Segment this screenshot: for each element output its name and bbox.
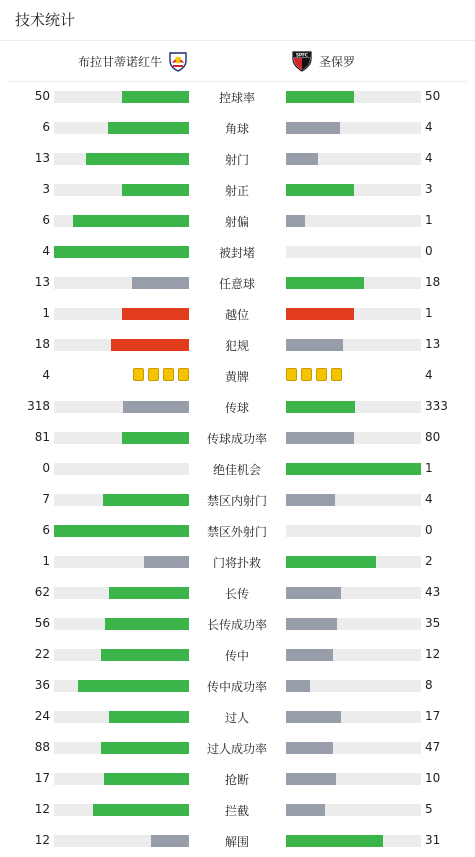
- home-stat-bar-fill: [144, 556, 189, 568]
- home-stat-bar: [54, 835, 189, 847]
- stat-label: 射门: [224, 153, 249, 167]
- stat-row: [0, 701, 475, 732]
- away-stat-bar: [286, 432, 421, 444]
- stat-row: [0, 484, 475, 515]
- home-stat-bar-fill: [111, 339, 189, 351]
- home-stat-bar-fill: [151, 835, 189, 847]
- header-divider: [0, 40, 475, 41]
- stat-row: [0, 298, 475, 329]
- home-stat-bar-fill: [105, 618, 189, 630]
- stat-label: 拦截: [224, 804, 249, 818]
- away-stat-bar: [286, 91, 421, 103]
- home-stat-bar: [54, 711, 189, 723]
- home-stat-value: 6: [42, 523, 50, 537]
- home-stat-bar-fill: [122, 432, 190, 444]
- stat-label: 控球率: [218, 91, 255, 105]
- away-stat-value: 4: [425, 368, 433, 382]
- stat-label: 射正: [224, 184, 249, 198]
- yellow-card-icon: [286, 368, 297, 381]
- away-stat-bar: [286, 277, 421, 289]
- yellow-card-icon: [163, 368, 174, 381]
- stat-row: [0, 639, 475, 670]
- home-stat-bar: [54, 773, 189, 785]
- home-stat-value: 62: [34, 585, 50, 599]
- away-stat-value: 1: [425, 461, 433, 475]
- stat-row: [0, 236, 475, 267]
- away-stat-bar-fill: [286, 184, 354, 196]
- stat-row: [0, 763, 475, 794]
- home-stat-value: 1: [42, 306, 50, 320]
- home-stat-bar-fill: [86, 153, 189, 165]
- away-stat-bar: [286, 215, 421, 227]
- stat-row: [0, 143, 475, 174]
- stat-label: 传球成功率: [206, 432, 267, 446]
- away-stat-bar-fill: [286, 649, 333, 661]
- away-stat-value: 1: [425, 213, 433, 227]
- away-stat-bar: [286, 308, 421, 320]
- stat-label: 过人: [224, 711, 249, 725]
- away-stat-bar: [286, 153, 421, 165]
- away-stat-bar-fill: [286, 463, 421, 475]
- away-stat-bar-fill: [286, 742, 333, 754]
- stat-label: 被封堵: [218, 246, 255, 260]
- stat-row: [0, 391, 475, 422]
- home-stat-bar-fill: [109, 587, 189, 599]
- home-stat-value: 24: [34, 709, 50, 723]
- away-stat-value: 4: [425, 151, 433, 165]
- stat-row: [0, 453, 475, 484]
- stat-label: 黄牌: [224, 370, 249, 384]
- away-stat-value: 31: [425, 833, 441, 847]
- away-stat-bar-fill: [286, 556, 376, 568]
- stat-row: [0, 732, 475, 763]
- away-stat-value: 50: [425, 89, 441, 103]
- home-stat-bar-fill: [103, 494, 189, 506]
- away-stat-bar: [286, 401, 421, 413]
- away-stat-value: 5: [425, 802, 433, 816]
- stat-row: [0, 329, 475, 360]
- home-stat-bar: [54, 649, 189, 661]
- stat-label: 禁区外射门: [206, 525, 267, 539]
- sao-paulo-fc-logo-icon: [291, 50, 313, 72]
- away-yellow-cards: [286, 368, 342, 381]
- home-stat-bar: [54, 556, 189, 568]
- home-stat-bar-fill: [108, 122, 189, 134]
- away-stat-value: 43: [425, 585, 441, 599]
- yellow-card-icon: [148, 368, 159, 381]
- home-stat-bar-fill: [101, 649, 189, 661]
- away-stat-bar: [286, 556, 421, 568]
- stats-list: [0, 81, 475, 856]
- home-yellow-cards: [133, 368, 189, 381]
- home-stat-bar: [54, 587, 189, 599]
- away-stat-bar: [286, 835, 421, 847]
- home-stat-bar-fill: [73, 215, 189, 227]
- home-stat-value: 318: [27, 399, 50, 413]
- home-stat-bar-fill: [93, 804, 189, 816]
- stat-label: 门将扑救: [212, 556, 261, 570]
- away-stat-bar-fill: [286, 91, 354, 103]
- away-stat-bar: [286, 246, 421, 258]
- away-stat-bar-fill: [286, 308, 354, 320]
- yellow-card-icon: [301, 368, 312, 381]
- away-stat-value: 12: [425, 647, 441, 661]
- stat-label: 射偏: [224, 215, 249, 229]
- stat-label: 角球: [224, 122, 249, 136]
- stat-row: [0, 515, 475, 546]
- home-stat-value: 12: [34, 833, 50, 847]
- home-stat-bar-fill: [132, 277, 189, 289]
- home-stat-bar-fill: [54, 246, 189, 258]
- stat-row: [0, 794, 475, 825]
- away-stat-bar: [286, 184, 421, 196]
- home-stat-bar: [54, 308, 189, 320]
- away-stat-bar: [286, 339, 421, 351]
- stat-label: 犯规: [224, 339, 249, 353]
- home-stat-bar-fill: [54, 525, 189, 537]
- away-stat-bar-fill: [286, 277, 364, 289]
- home-stat-value: 1: [42, 554, 50, 568]
- away-stat-value: 0: [425, 244, 433, 258]
- away-stat-value: 47: [425, 740, 441, 754]
- yellow-card-icon: [331, 368, 342, 381]
- stat-row: [0, 112, 475, 143]
- home-stat-value: 17: [34, 771, 50, 785]
- home-stat-value: 0: [42, 461, 50, 475]
- away-stat-bar: [286, 742, 421, 754]
- stat-row: [0, 267, 475, 298]
- away-stat-bar-fill: [286, 401, 355, 413]
- away-stat-bar-fill: [286, 215, 305, 227]
- stat-label: 越位: [224, 308, 249, 322]
- away-stat-bar: [286, 618, 421, 630]
- home-stat-value: 56: [34, 616, 50, 630]
- away-stat-value: 80: [425, 430, 441, 444]
- home-stat-value: 18: [34, 337, 50, 351]
- stat-label: 传球: [224, 401, 249, 415]
- home-stat-bar-fill: [104, 773, 189, 785]
- stat-label: 任意球: [218, 277, 255, 291]
- home-stat-value: 12: [34, 802, 50, 816]
- home-stat-bar: [54, 804, 189, 816]
- home-stat-bar-fill: [78, 680, 189, 692]
- home-stat-value: 6: [42, 213, 50, 227]
- away-stat-value: 4: [425, 492, 433, 506]
- away-stat-bar-fill: [286, 494, 335, 506]
- home-stat-bar: [54, 91, 189, 103]
- home-stat-bar: [54, 153, 189, 165]
- home-stat-bar: [54, 463, 189, 475]
- away-stat-bar: [286, 804, 421, 816]
- stat-label: 过人成功率: [206, 742, 267, 756]
- away-stat-value: 0: [425, 523, 433, 537]
- home-stat-value: 4: [42, 244, 50, 258]
- home-stat-bar: [54, 215, 189, 227]
- home-stat-bar: [54, 339, 189, 351]
- away-stat-bar: [286, 711, 421, 723]
- away-stat-bar: [286, 649, 421, 661]
- away-stat-bar-fill: [286, 773, 336, 785]
- away-team[interactable]: [291, 51, 355, 71]
- home-stat-bar: [54, 184, 189, 196]
- home-stat-bar: [54, 494, 189, 506]
- stat-label: 长传成功率: [206, 618, 267, 632]
- stat-label: 解围: [224, 835, 249, 849]
- stat-label: 传中成功率: [206, 680, 267, 694]
- stat-row: [0, 670, 475, 701]
- away-stat-value: 13: [425, 337, 441, 351]
- away-stat-bar-fill: [286, 153, 318, 165]
- stat-row: [0, 174, 475, 205]
- away-stat-value: 35: [425, 616, 441, 630]
- away-stat-bar-fill: [286, 711, 341, 723]
- home-stat-value: 81: [34, 430, 50, 444]
- away-stat-bar: [286, 494, 421, 506]
- red-bull-bragantino-logo-icon: [167, 50, 189, 72]
- home-stat-value: 4: [42, 368, 50, 382]
- home-stat-bar: [54, 401, 189, 413]
- away-team-name: 圣保罗: [319, 54, 356, 69]
- yellow-card-icon: [178, 368, 189, 381]
- away-stat-bar-fill: [286, 835, 383, 847]
- away-stat-value: 17: [425, 709, 441, 723]
- home-stat-bar: [54, 618, 189, 630]
- stat-row: [0, 608, 475, 639]
- stat-row: [0, 81, 475, 112]
- away-stat-bar: [286, 773, 421, 785]
- home-stat-value: 7: [42, 492, 50, 506]
- home-stat-value: 50: [34, 89, 50, 103]
- home-team-name: 布拉甘蒂诺红牛: [78, 54, 163, 69]
- home-stat-value: 13: [34, 151, 50, 165]
- home-stat-bar-fill: [122, 91, 190, 103]
- away-stat-value: 10: [425, 771, 441, 785]
- home-stat-bar: [54, 680, 189, 692]
- home-stat-bar-fill: [122, 184, 190, 196]
- stat-label: 抢断: [224, 773, 249, 787]
- home-stat-value: 22: [34, 647, 50, 661]
- away-stat-value: 8: [425, 678, 433, 692]
- stat-label: 绝佳机会: [212, 463, 261, 477]
- home-stat-bar: [54, 122, 189, 134]
- stat-row: [0, 825, 475, 856]
- away-stat-bar-fill: [286, 432, 354, 444]
- away-stat-value: 18: [425, 275, 441, 289]
- away-stat-bar-fill: [286, 122, 340, 134]
- away-stat-bar: [286, 463, 421, 475]
- home-stat-bar-fill: [122, 308, 190, 320]
- away-stat-bar-fill: [286, 618, 337, 630]
- home-stat-bar: [54, 525, 189, 537]
- home-stat-bar-fill: [101, 742, 189, 754]
- away-stat-bar-fill: [286, 680, 310, 692]
- home-stat-bar: [54, 277, 189, 289]
- stat-label: 长传: [224, 587, 249, 601]
- stat-row: [0, 577, 475, 608]
- home-stat-bar-fill: [123, 401, 189, 413]
- away-stat-bar-fill: [286, 339, 343, 351]
- page-title: 技术统计: [15, 11, 76, 29]
- away-stat-bar: [286, 525, 421, 537]
- away-stat-bar: [286, 122, 421, 134]
- away-stat-value: 2: [425, 554, 433, 568]
- home-stat-value: 3: [42, 182, 50, 196]
- stat-row: [0, 422, 475, 453]
- svg-text:SPFC: SPFC: [295, 52, 309, 58]
- home-stat-bar: [54, 742, 189, 754]
- yellow-card-icon: [316, 368, 327, 381]
- stat-label: 传中: [224, 649, 249, 663]
- home-stat-value: 36: [34, 678, 50, 692]
- stat-row: [0, 546, 475, 577]
- away-stat-value: 4: [425, 120, 433, 134]
- home-stat-bar-fill: [109, 711, 189, 723]
- away-stat-bar-fill: [286, 587, 341, 599]
- yellow-card-icon: [133, 368, 144, 381]
- home-stat-value: 13: [34, 275, 50, 289]
- stat-label: 禁区内射门: [206, 494, 267, 508]
- away-stat-bar: [286, 680, 421, 692]
- stat-row: [0, 360, 475, 391]
- away-stat-value: 1: [425, 306, 433, 320]
- away-stat-value: 333: [425, 399, 448, 413]
- away-stat-value: 3: [425, 182, 433, 196]
- home-stat-bar: [54, 246, 189, 258]
- home-stat-bar: [54, 432, 189, 444]
- away-stat-bar-fill: [286, 804, 325, 816]
- home-stat-value: 88: [34, 740, 50, 754]
- away-stat-bar: [286, 587, 421, 599]
- stat-row: [0, 205, 475, 236]
- home-team[interactable]: [78, 51, 189, 71]
- home-stat-value: 6: [42, 120, 50, 134]
